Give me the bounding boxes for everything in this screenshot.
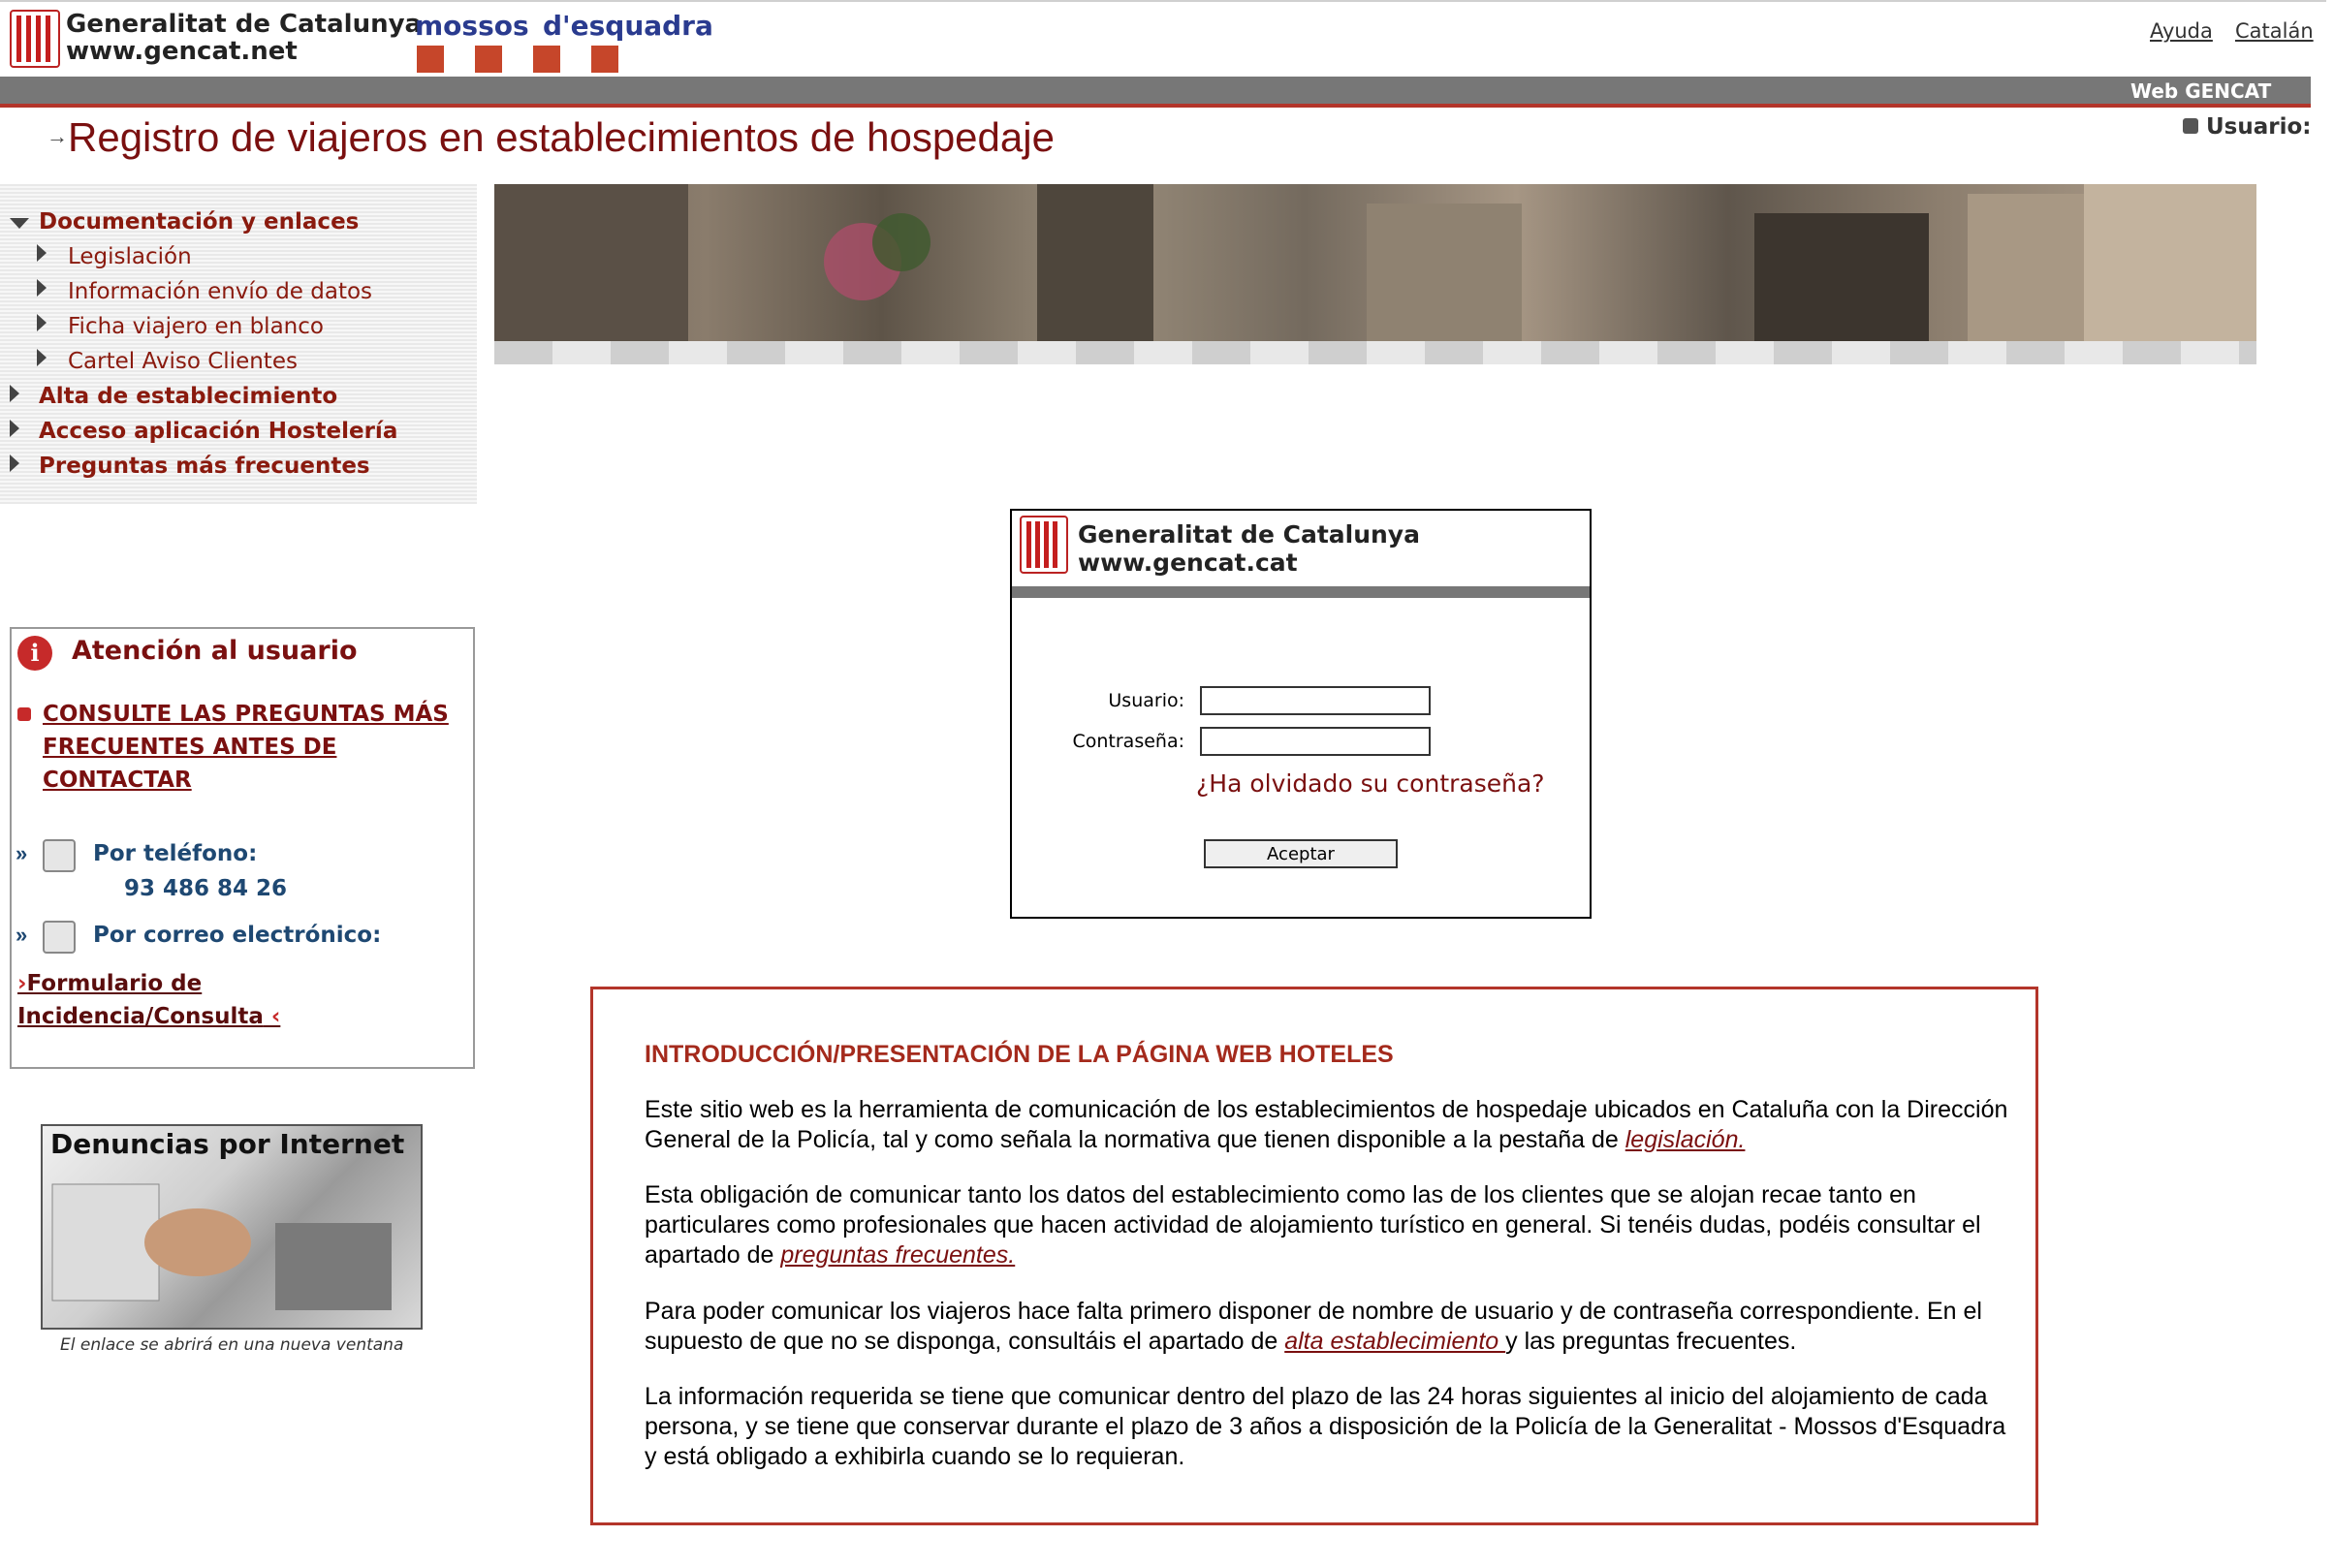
nav-legislacion[interactable]: Legislación — [68, 244, 192, 269]
preguntas-frecuentes-link[interactable]: preguntas frecuentes. — [780, 1241, 1016, 1269]
banner-strip — [494, 341, 2256, 364]
consulte-line: CONSULTE LAS PREGUNTAS MÁS — [43, 702, 449, 727]
formulario-line: Formulario de — [26, 971, 203, 996]
arrow-right-icon — [37, 314, 47, 331]
expanded-arrow-icon — [10, 218, 29, 229]
login-logo-url: www.gencat.cat — [1078, 549, 1298, 577]
intro-paragraph: Para poder comunicar los viajeros hace falta primero disponer de nombre de usuario y de contraseña correspondiente. En el supuesto de que no se disponga, consultáis el apartado de alta establecimiento y las preguntas frecuentes. — [645, 1298, 1982, 1355]
arrow-right-icon — [10, 455, 19, 472]
mossos-brand: mossos — [415, 10, 529, 42]
atencion-title: Atención al usuario — [72, 636, 358, 666]
arrow-right-icon — [10, 420, 19, 437]
nav-informacion-envio[interactable]: Información envío de datos — [68, 279, 373, 304]
mossos-suffix: d'esquadra — [543, 10, 713, 42]
arrow-bullet-icon — [17, 707, 31, 721]
generalitat-logo-icon — [10, 10, 60, 68]
mossos-square-icon — [417, 46, 444, 73]
arrow-right-icon — [37, 279, 47, 297]
gencat-name: Generalitat de Catalunya — [66, 10, 423, 39]
catalan-link[interactable]: Catalán — [2235, 19, 2314, 43]
raquo-icon: » — [16, 923, 28, 947]
info-icon: i — [17, 636, 52, 671]
legislacion-link[interactable]: legislación. — [1624, 1126, 1746, 1153]
intro-title: INTRODUCCIÓN/PRESENTACIÓN DE LA PÁGINA WEB HOTELES — [645, 1041, 1394, 1068]
password-label: Contraseña: — [1072, 731, 1184, 752]
web-gencat-link[interactable]: Web GENCAT — [2130, 79, 2272, 103]
nav-alta-establecimiento[interactable]: Alta de establecimiento — [39, 384, 338, 409]
consulte-line: FRECUENTES ANTES DE — [43, 735, 337, 760]
consulte-preguntas-link[interactable] — [43, 698, 449, 797]
nav-cartel-aviso[interactable]: Cartel Aviso Clientes — [68, 349, 298, 374]
village-photo-icon — [494, 184, 2256, 364]
phone-icon — [43, 839, 76, 872]
nav-ficha-viajero[interactable]: Ficha viajero en blanco — [68, 314, 324, 339]
email-icon — [43, 921, 76, 954]
generalitat-logo-icon — [1020, 516, 1068, 574]
telefono-label: Por teléfono: — [93, 841, 258, 866]
alta-establecimiento-link[interactable]: alta establecimiento — [1284, 1328, 1506, 1355]
intro-paragraph: Esta obligación de comunicar tanto los datos del establecimiento como las de los clientes que se alojan recae tanto en particulares como profesionales que hacen actividad de alojamiento turístico en general. Si tenéis dudas, podéis consultar el apartado de preguntas frecuentes. — [645, 1181, 1981, 1269]
consulte-line: CONTACTAR — [43, 768, 192, 793]
title-arrow-icon: → — [47, 124, 68, 148]
top-red-line — [0, 104, 2311, 108]
aceptar-button[interactable]: Aceptar — [1204, 839, 1398, 868]
login-logo-name: Generalitat de Catalunya — [1078, 520, 1420, 549]
usuario-bullet-icon — [2183, 118, 2198, 134]
page-title: Registro de viajeros en establecimientos de hospedaje — [68, 114, 1055, 160]
telefono-number: 93 486 84 26 — [124, 876, 288, 901]
mossos-square-icon — [591, 46, 618, 73]
denuncias-illustration-icon — [43, 1165, 423, 1330]
password-input[interactable] — [1200, 727, 1431, 756]
nav-preguntas-frecuentes[interactable]: Preguntas más frecuentes — [39, 454, 370, 479]
top-grey-bar — [0, 77, 2311, 104]
nav-acceso-aplicacion[interactable]: Acceso aplicación Hostelería — [39, 419, 398, 444]
arrow-right-icon: › — [17, 971, 27, 996]
arrow-right-icon — [10, 385, 19, 402]
mossos-square-icon — [475, 46, 502, 73]
intro-paragraph: La información requerida se tiene que comunicar dentro del plazo de las 24 horas siguientes al inicio del alojamiento de cada persona, y se tiene que conservar durante el plazo de 3 años a disposición de la Policía de la Generalitat - Mossos d'Esquadra y está obligado a exhibirla cuando se lo requieran. — [645, 1383, 2006, 1470]
usuario-label: Usuario: — [2206, 114, 2312, 140]
login-divider — [1012, 586, 1590, 598]
usuario-label: Usuario: — [1108, 690, 1184, 711]
arrow-right-icon — [37, 349, 47, 366]
mossos-logo[interactable] — [415, 6, 713, 70]
denuncias-caption: El enlace se abrirá en una nueva ventana — [60, 1335, 404, 1355]
arrow-left-icon: ‹ — [263, 1004, 281, 1029]
forgot-password-link[interactable]: ¿Ha olvidado su contraseña? — [1196, 769, 1545, 798]
intro-paragraph: Este sitio web es la herramienta de comunicación de los establecimientos de hospedaje ubicados en Cataluña con la Dirección General de la Policía, tal y como señala la normativa que tienen disponible a la pestaña de legislación. — [645, 1096, 2008, 1153]
nav-documentacion[interactable]: Documentación y enlaces — [39, 209, 360, 235]
ayuda-link[interactable]: Ayuda — [2150, 19, 2213, 43]
usuario-input[interactable] — [1200, 686, 1431, 715]
mossos-square-icon — [533, 46, 560, 73]
correo-label: Por correo electrónico: — [93, 923, 382, 948]
denuncias-internet-link[interactable] — [41, 1124, 423, 1330]
formulario-line: Incidencia/Consulta — [17, 1004, 264, 1029]
formulario-incidencia-link[interactable] — [17, 967, 280, 1033]
gencat-url: www.gencat.net — [66, 37, 298, 66]
raquo-icon: » — [16, 841, 28, 865]
header-banner-image — [494, 184, 2256, 364]
arrow-right-icon — [37, 244, 47, 262]
denuncias-title: Denuncias por Internet — [50, 1128, 405, 1160]
top-border — [0, 0, 2326, 2]
